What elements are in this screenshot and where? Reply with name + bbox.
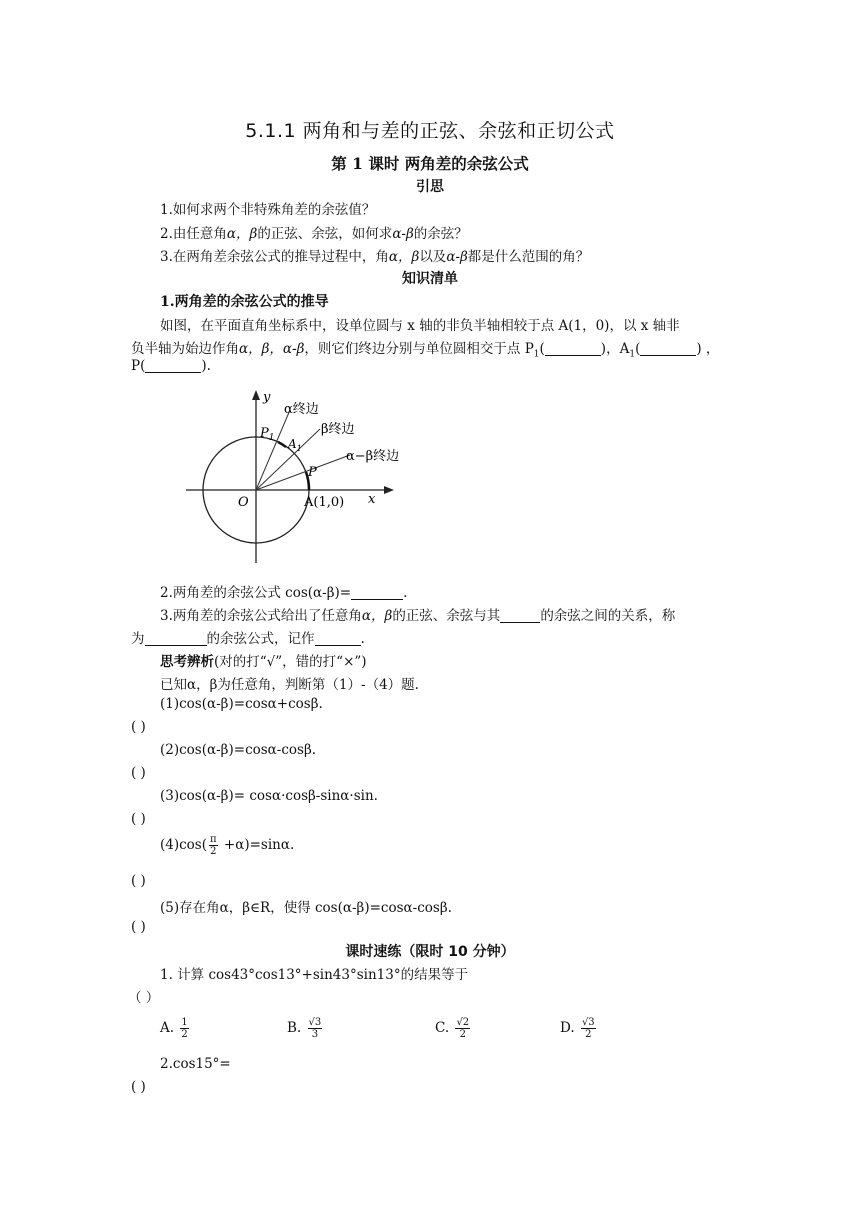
x-arrow-icon xyxy=(384,486,394,494)
answer-blank[interactable] xyxy=(351,585,403,600)
answer-blank[interactable] xyxy=(145,631,207,646)
diff-terminal-label: α−β终边 xyxy=(346,449,400,464)
text: 的余弦？ xyxy=(413,226,468,242)
text: 2 xyxy=(210,846,217,857)
sikao-intro: 已知α，β为任意角，判断第（1）-（4）题. xyxy=(160,677,419,693)
text: . xyxy=(360,631,365,647)
text: ) ， xyxy=(696,341,720,357)
text: 2.两角差的余弦公式 cos(α-β)= xyxy=(160,585,352,601)
lianxi-heading: 课时速练（限时 10 分钟） xyxy=(345,944,515,960)
text: B. xyxy=(287,1020,302,1036)
practice-q2: 2.cos15°= xyxy=(160,1056,231,1072)
lesson-subtitle: 第 1 课时 两角差的余弦公式 xyxy=(331,154,529,173)
fraction xyxy=(581,1017,596,1040)
section3-line1 xyxy=(160,604,675,624)
judge-item-3: (3)cos(α-β)= cosα·cosβ-sinα·sin. xyxy=(160,788,378,804)
y-arrow-icon xyxy=(252,390,260,400)
text: 都是什么范围的角？ xyxy=(467,249,590,265)
option-b[interactable] xyxy=(287,1017,324,1040)
text: A. xyxy=(160,1020,175,1036)
text: ，则它们终边分别与单位圆相交于点 P xyxy=(304,341,534,357)
option-a[interactable] xyxy=(160,1017,191,1040)
text: ( xyxy=(635,341,641,357)
fraction xyxy=(455,1017,470,1040)
text: 2 xyxy=(459,1029,466,1040)
text: 以及 xyxy=(419,249,447,265)
judge-item-5: (5)存在角α，β∈R，使得 cos(α-β)=cosα-cosβ. xyxy=(160,900,452,916)
p1-label: $P_1$ xyxy=(260,426,275,443)
text: 3.在两角差余弦公式的推导过程中，角 xyxy=(160,249,389,265)
text: 1 xyxy=(533,349,540,360)
text: α-β xyxy=(446,249,468,265)
judge-item-2: (2)cos(α-β)=cosα-cosβ. xyxy=(160,742,317,758)
text: α，β，α-β xyxy=(239,341,305,357)
para1-line1: 如图，在平面直角坐标系中，设单位圆与 x 轴的非负半轴相较于点 A(1，0)，以 x 轴非 xyxy=(160,318,680,334)
text: α，β xyxy=(388,249,420,265)
text: 的余弦之间的关系，称 xyxy=(540,608,676,624)
text: 1 xyxy=(181,1017,188,1028)
alpha-terminal-label: α终边 xyxy=(284,402,319,417)
text: D. xyxy=(560,1020,575,1036)
fraction xyxy=(180,1017,188,1040)
text: 2 xyxy=(181,1029,188,1040)
text: α，β xyxy=(226,226,258,242)
text: ). xyxy=(201,358,211,374)
x-label: x xyxy=(368,492,376,507)
text: +α)=sinα. xyxy=(219,837,295,853)
text: 2 xyxy=(585,1029,592,1040)
text: 1 xyxy=(629,349,636,360)
p-label: P xyxy=(308,465,317,480)
yinsi-q3 xyxy=(160,245,589,265)
unit-circle-figure xyxy=(180,385,420,565)
text: (对的打“√”，错的打“×”) xyxy=(214,654,367,670)
text: α-β xyxy=(392,226,414,242)
judge-item-1: (1)cos(α-β)=cosα+cosβ. xyxy=(160,696,323,712)
text: π xyxy=(210,834,217,845)
judge-paren-1[interactable]: ( ) xyxy=(131,719,146,735)
fraction xyxy=(308,1017,323,1040)
para1-line2 xyxy=(131,337,719,360)
text: √3 xyxy=(581,1017,595,1028)
text: 负半轴为始边作角 xyxy=(131,341,239,357)
text: )，A xyxy=(600,341,630,357)
option-d[interactable] xyxy=(560,1017,598,1040)
text: 为 xyxy=(131,631,145,647)
a1-label: $A_1$ xyxy=(288,437,302,453)
yinsi-q2 xyxy=(160,222,468,242)
text: ( xyxy=(539,341,545,357)
yinsi-q1: 1.如何求两个非特殊角差的余弦值？ xyxy=(160,202,376,218)
origin-label: O xyxy=(238,495,249,510)
alpha-terminal-side xyxy=(256,410,290,490)
answer-blank[interactable] xyxy=(315,631,361,646)
text: P( xyxy=(131,358,146,374)
diff-terminal-side xyxy=(256,455,350,490)
answer-blank[interactable] xyxy=(145,358,201,373)
answer-blank[interactable] xyxy=(545,341,601,356)
text: 思考辨析 xyxy=(160,654,214,670)
zhishi-heading: 知识清单 xyxy=(402,271,458,287)
text: 2.由任意角 xyxy=(160,226,227,242)
text: 的正弦、余弦与其 xyxy=(392,608,501,624)
practice-q2-paren[interactable]: ( ) xyxy=(131,1079,146,1095)
section2 xyxy=(160,581,407,601)
option-c[interactable] xyxy=(435,1017,472,1040)
yinsi-heading: 引思 xyxy=(416,179,444,195)
text: √3 xyxy=(308,1017,322,1028)
fraction xyxy=(209,834,218,857)
arc-beta xyxy=(278,442,286,447)
text: √2 xyxy=(456,1017,470,1028)
beta-terminal-label: β终边 xyxy=(321,422,355,437)
para1-line3 xyxy=(131,358,211,374)
answer-blank[interactable] xyxy=(640,341,696,356)
sikao-heading xyxy=(160,650,367,670)
practice-q1: 1. 计算 cos43°cos13°+sin43°sin13°的结果等于 xyxy=(160,967,469,983)
text: 的正弦、余弦，如何求 xyxy=(257,226,393,242)
text: C. xyxy=(435,1020,450,1036)
section3-line2 xyxy=(131,627,365,647)
judge-paren-3[interactable]: ( ) xyxy=(131,811,146,827)
judge-paren-2[interactable]: ( ) xyxy=(131,765,146,781)
text: 的余弦公式，记作 xyxy=(206,631,315,647)
section1-heading: 1.两角差的余弦公式的推导 xyxy=(160,294,329,310)
y-label: y xyxy=(263,390,271,405)
judge-paren-4[interactable]: ( ) xyxy=(131,873,146,889)
page-title: 5.1.1 两角和与差的正弦、余弦和正切公式 xyxy=(245,120,615,142)
text: 3.两角差的余弦公式给出了任意角 xyxy=(160,608,362,624)
answer-blank[interactable] xyxy=(500,608,540,623)
judge-paren-5[interactable]: ( ) xyxy=(131,919,146,935)
text: . xyxy=(403,585,408,601)
judge-item-4 xyxy=(160,834,294,857)
a-label: A(1,0) xyxy=(304,495,345,510)
text: (4)cos( xyxy=(160,837,208,853)
practice-q1-paren[interactable]: （ ） xyxy=(128,990,160,1006)
text: 3 xyxy=(311,1029,319,1040)
text: α，β xyxy=(361,608,393,624)
